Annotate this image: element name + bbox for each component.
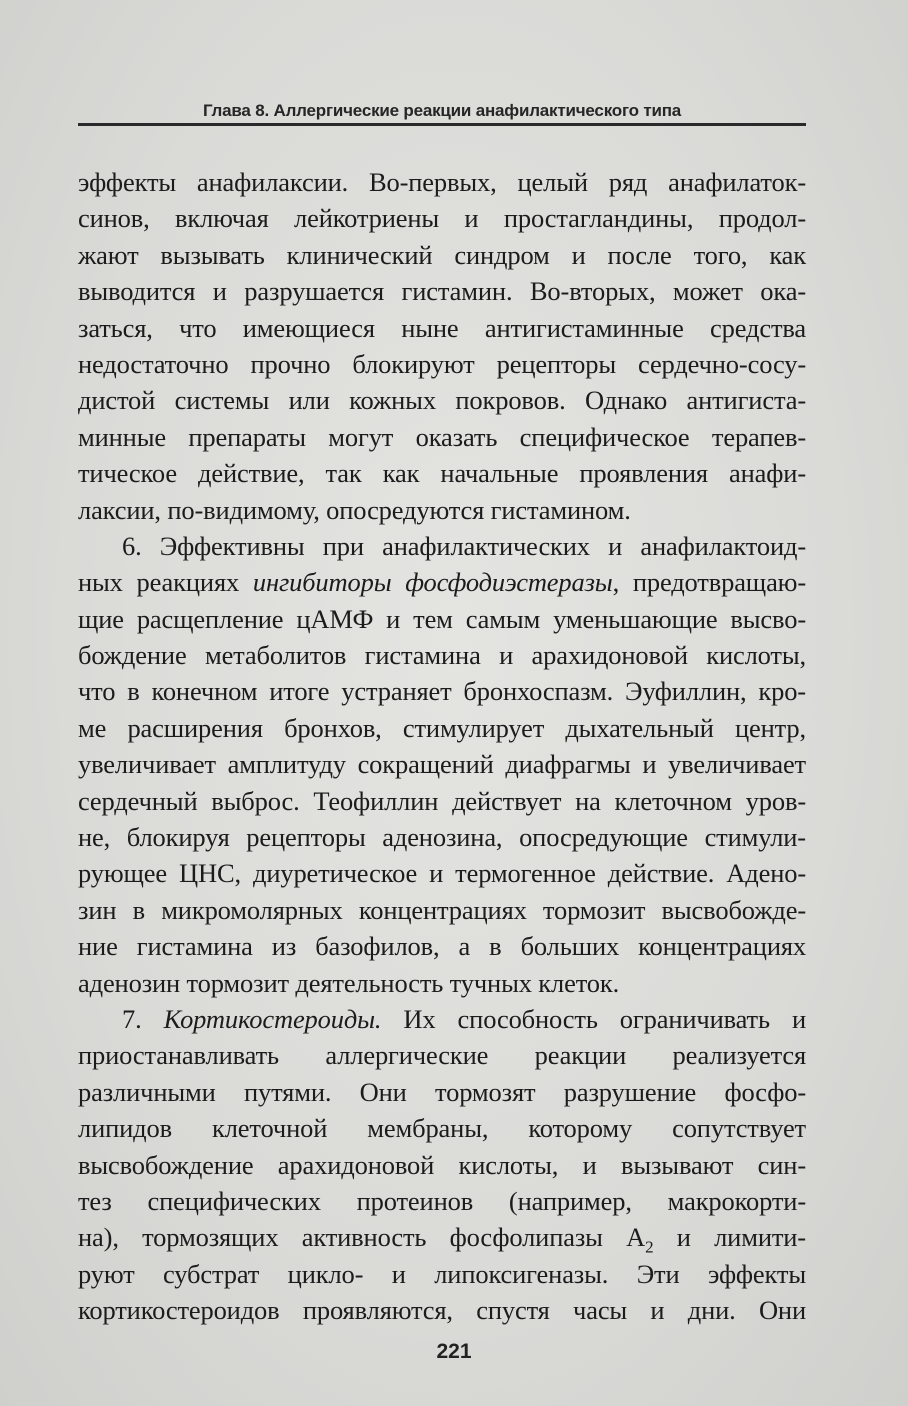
text-line <box>78 1001 806 1037</box>
text-line: увеличивает амплитуду сокращений диафрагмы и увеличивает <box>78 749 806 780</box>
text-line: рующее ЦНС, диуретическое и термогенное действие. Адено- <box>78 858 806 889</box>
line-fragment: , предотвращаю- <box>612 567 806 598</box>
text-line: что в конечном итоге устраняет бронхоспазм. Эуфиллин, кро- <box>78 676 806 707</box>
text-line: 6. Эффективны при анафилактических и анафилактоид- <box>122 530 806 561</box>
text-line: зин в микромолярных концентрациях тормозит высвобожде- <box>78 894 806 925</box>
emphasis-term: Кортикостероиды. <box>163 1003 382 1034</box>
text-line: дистой системы или кожных покровов. Однако антигиста- <box>78 385 806 416</box>
text-line: минные препараты могут оказать специфическое терапев- <box>78 421 806 452</box>
text-line <box>78 1219 806 1255</box>
text-line: кортикостероидов проявляются, спустя часы и дни. Они <box>78 1295 806 1326</box>
text-line: синов, включая лейкотриены и простагландины, продол- <box>78 203 806 234</box>
text-line: лаксии, по-видимому, опосредуются гистамином. <box>78 494 631 525</box>
emphasis-term: ингибиторы фосфодиэстеразы <box>252 567 613 598</box>
text-line: не, блокируя рецепторы аденозина, опосредующие стимули- <box>78 822 806 853</box>
line-fragment: и лимити- <box>653 1222 806 1253</box>
subscript: 2 <box>645 1237 654 1257</box>
text-line: бождение метаболитов гистамина и арахидоновой кислоты, <box>78 640 806 671</box>
text-line: эффекты анафилаксии. Во-первых, целый ряд анафилаток- <box>78 167 806 197</box>
header-rule <box>78 123 806 126</box>
line-fragment: Их способность ограничивать и <box>381 1003 806 1034</box>
running-header <box>78 101 806 127</box>
text-line: сердечный выброс. Теофиллин действует на клеточном уров- <box>78 785 806 816</box>
text-line: ме расширения бронхов, стимулирует дыхательный центр, <box>78 712 806 743</box>
chapter-title: Глава 8. Аллергические реакции анафилактического типа <box>202 101 682 120</box>
body-text <box>78 164 806 1329</box>
text-line: различными путями. Они тормозят разрушение фосфо- <box>78 1076 806 1107</box>
line-fragment: ных реакциях <box>78 567 253 598</box>
text-line: приостанавливать аллергические реакции реализуется <box>78 1040 806 1071</box>
text-line: тез специфических протеинов (например, макрокорти- <box>78 1185 806 1216</box>
text-line <box>78 564 806 600</box>
text-line: жают вызывать клинический синдром и после того, как <box>78 239 806 270</box>
text-line: ние гистамина из базофилов, а в больших концентрациях <box>78 931 806 962</box>
text-line: высвобождение арахидоновой кислоты, и вызывают син- <box>78 1149 806 1180</box>
text-line: аденозин тормозит деятельность тучных клеток. <box>78 967 620 998</box>
text-line: тическое действие, так как начальные проявления анафи- <box>78 458 806 489</box>
text-line: выводится и разрушается гистамин. Во-вторых, может ока- <box>78 276 806 307</box>
text-line: заться, что имеющиеся ныне антигистаминные средства <box>78 312 806 343</box>
line-fragment: 7. <box>122 1003 164 1034</box>
text-line: липидов клеточной мембраны, которому сопутствует <box>78 1113 806 1144</box>
text-line: недостаточно прочно блокируют рецепторы сердечно-сосу- <box>78 348 806 379</box>
page-number: 221 <box>436 1340 472 1363</box>
text-line: щие расщепление цАМФ и тем самым уменьшающие высво- <box>78 603 806 634</box>
line-fragment: на), тормозящих активность фосфолипазы А <box>78 1222 646 1253</box>
text-line: руют субстрат цикло- и липоксигеназы. Эти эффекты <box>78 1258 806 1289</box>
